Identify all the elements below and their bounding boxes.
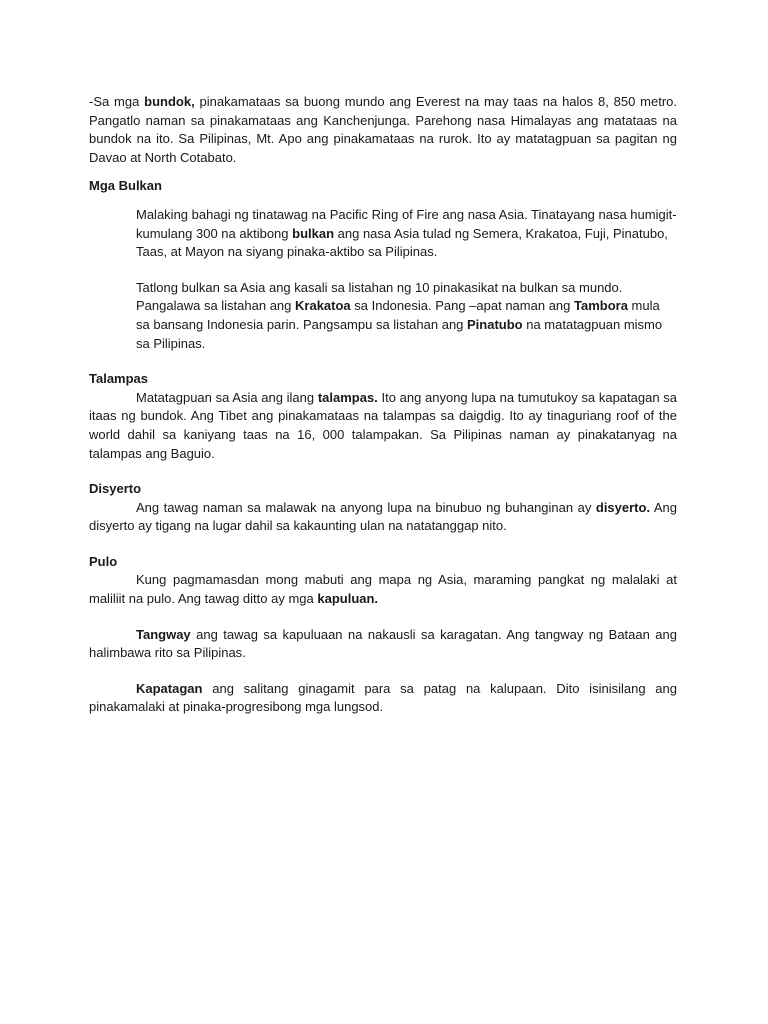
disyerto-bold: disyerto. — [595, 499, 651, 515]
bulkan-p2-text-4: na matatagpuan mismo sa Pilipinas. — [136, 316, 663, 351]
bulkan-paragraph-1 — [136, 206, 677, 262]
bulkan-p2-bold-krakatoa: Krakatoa — [295, 298, 351, 314]
bulkan-p2-text-1: Tatlong bulkan sa Asia ang kasali sa listahan ng 10 pinakasikat na bulkan sa mundo. Pangalawa sa listahan ang — [136, 279, 623, 314]
pulo-paragraph-2 — [89, 626, 677, 663]
bulkan-p1-bold-bulkan: bulkan — [292, 225, 335, 241]
heading-disyerto: Disyerto — [89, 481, 142, 497]
intro-bold-bundok: bundok, — [144, 94, 195, 109]
spacer — [89, 167, 677, 177]
talampas-text-2: Ito ang anyong lupa na tumutukoy sa kapatagan sa itaas ng bundok. Ang Tibet ang pinakamataas na talampas sa daigdig. Ito ay tinaguriang roof of the world dahil sa kaniyang taas na 16, 000 talampakan. Sa Pilipinas naman ay pinakatanyag na talampas ang Baguio. — [89, 389, 677, 461]
talampas-paragraph — [89, 389, 677, 463]
pulo-p3-bold-kapatagan: Kapatagan — [136, 680, 203, 696]
talampas-text-1: Matatagpuan sa Asia ang ilang — [136, 389, 318, 405]
bulkan-paragraph-2 — [136, 279, 677, 353]
spacer — [89, 353, 677, 370]
spacer — [89, 262, 677, 279]
bulkan-p2-text-2: sa Indonesia. Pang –apat naman ang — [350, 298, 574, 314]
pulo-p3-text-1: ang salitang ginagamit para sa patag na kalupaan. Dito isinisilang ang pinakamalaki at pinaka-progresibong mga lungsod. — [89, 680, 677, 715]
pulo-p2-bold-tangway: Tangway — [136, 626, 191, 642]
pulo-p1-text-1: Kung pagmamasdan mong mabuti ang mapa ng Asia, maraming pangkat ng malalaki at maliliit na pulo. Ang tawag ditto ay mga — [89, 572, 677, 607]
disyerto-text-1: Ang tawag naman sa malawak na anyong lupa na binubuo ng buhanginan ay — [136, 499, 596, 515]
heading-mga-bulkan: Mga Bulkan — [89, 178, 162, 194]
heading-talampas: Talampas — [89, 371, 149, 387]
talampas-bold: talampas. — [317, 389, 378, 405]
bulkan-p1-text-1: Malaking bahagi ng tinatawag na Pacific Ring of Fire ang nasa Asia. Tinatayang nasa humigit-kumulang 300 na aktibong — [136, 206, 677, 241]
spacer — [89, 196, 677, 206]
pulo-paragraph-3 — [89, 680, 677, 717]
spacer — [89, 463, 677, 480]
spacer — [89, 663, 677, 680]
bulkan-p2-bold-tambora: Tambora — [574, 298, 628, 314]
heading-pulo: Pulo — [89, 553, 118, 569]
pulo-paragraph-1 — [89, 571, 677, 608]
intro-text-2: pinakamataas sa buong mundo ang Everest na may taas na halos 8, 850 metro. Pangatlo naman sa pinakamataas ang Kanchenjunga. Parehong nasa Himalayas ang matataas na bundok na ito. Sa Pilipinas, Mt. Apo ang pinakamataas na rurok. Ito ay matatagpuan sa pagitan ng Davao at North Cotabato. — [89, 94, 677, 165]
intro-text-1: -Sa mga — [89, 94, 145, 109]
disyerto-text-2: Ang disyerto ay tigang na lugar dahil sa kakaunting ulan na natatanggap nito. — [89, 499, 677, 534]
intro-paragraph — [89, 93, 677, 167]
bulkan-p2-bold-pinatubo: Pinatubo — [467, 316, 523, 332]
disyerto-paragraph — [89, 499, 677, 536]
spacer — [89, 609, 677, 626]
document-page — [89, 93, 677, 717]
bulkan-p2-text-3: mula sa bansang Indonesia parin. Pangsampu sa listahan ang — [136, 298, 660, 332]
pulo-p2-text-1: ang tawag sa kapuluaan na nakausli sa karagatan. Ang tangway ng Bataan ang halimbawa rito sa Pilipinas. — [89, 626, 677, 661]
spacer — [89, 536, 677, 553]
pulo-p1-bold-kapuluan: kapuluan. — [317, 591, 379, 607]
bulkan-p1-text-2: ang nasa Asia tulad ng Semera, Krakatoa, Fuji, Pinatubo, Taas, at Mayon na siyang pinaka-aktibo sa Pilipinas. — [136, 225, 668, 260]
